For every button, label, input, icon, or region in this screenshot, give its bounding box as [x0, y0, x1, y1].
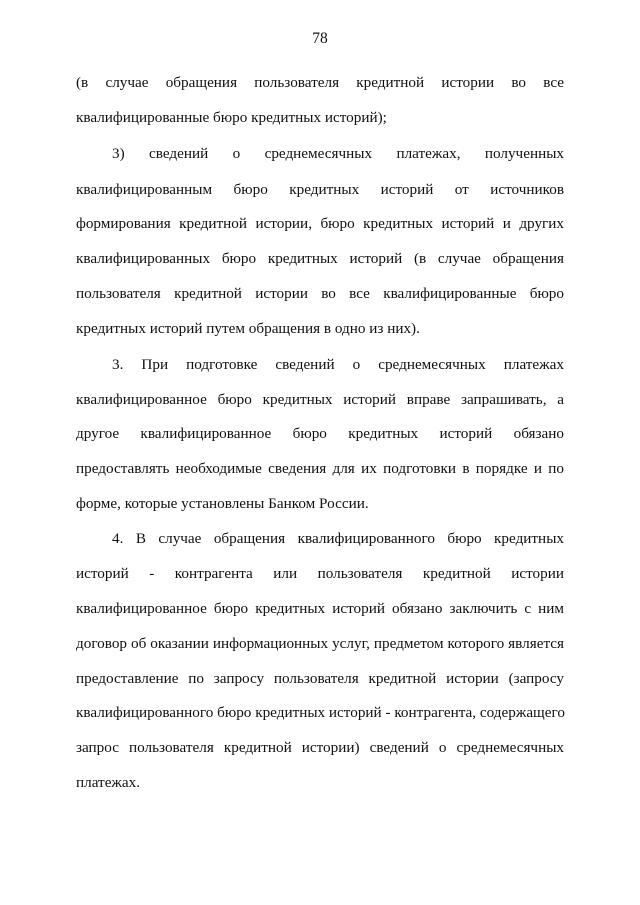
text-line: кредитных историй путем обращения в одно из них).: [76, 320, 420, 337]
text-line: пользователя кредитной истории во все квалифицированные бюро: [76, 285, 564, 302]
text-line: договор об оказании информационных услуг, предметом которого является: [76, 635, 564, 652]
text-line: 3) сведений о среднемесячных платежах, полученных: [112, 145, 564, 162]
text-line: запрос пользователя кредитной истории) сведений о среднемесячных: [76, 739, 564, 756]
text-line: квалифицированные бюро кредитных историй);: [76, 109, 387, 126]
text-line: 3. При подготовке сведений о среднемесячных платежах: [112, 356, 564, 373]
text-line: 4. В случае обращения квалифицированного бюро кредитных: [112, 530, 564, 547]
text-line: квалифицированных бюро кредитных историй (в случае обращения: [76, 250, 564, 267]
text-line: квалифицированное бюро кредитных историй обязано заключить с ним: [76, 600, 564, 617]
text-line: (в случае обращения пользователя кредитной истории во все: [76, 74, 564, 91]
text-line: предоставление по запросу пользователя кредитной истории (запросу: [76, 670, 564, 687]
text-line: историй - контрагента или пользователя кредитной истории: [76, 565, 564, 582]
text-line: форме, которые установлены Банком России.: [76, 495, 369, 512]
page-number: 78: [312, 30, 328, 47]
text-line: квалифицированного бюро кредитных историй - контрагента, содержащего: [76, 704, 565, 721]
text-line: формирования кредитной истории, бюро кредитных историй и других: [76, 215, 564, 232]
text-line: предоставлять необходимые сведения для их подготовки в порядке и по: [76, 460, 564, 477]
text-line: квалифицированным бюро кредитных историй от источников: [76, 181, 564, 198]
text-line: квалифицированное бюро кредитных историй вправе запрашивать, а: [76, 391, 564, 408]
text-line: другое квалифицированное бюро кредитных историй обязано: [76, 425, 564, 442]
text-line: платежах.: [76, 774, 141, 791]
